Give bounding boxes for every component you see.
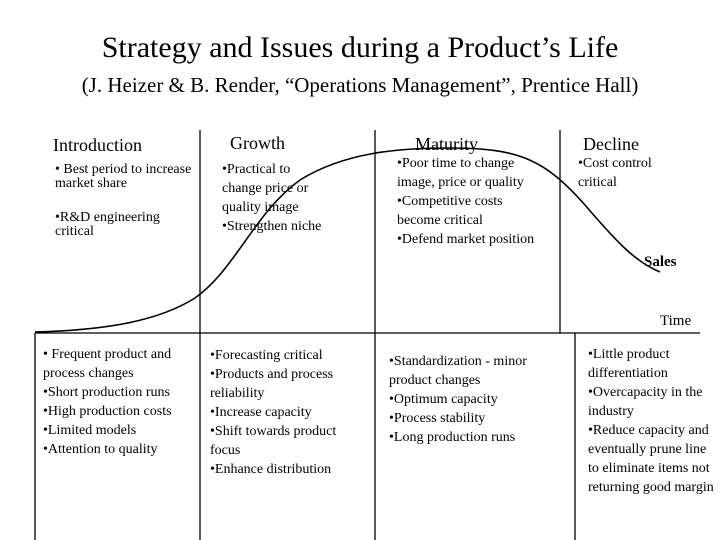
growth-upper-point: •Practical to change price or quality image — [222, 162, 309, 215]
growth-lower-point: •Forecasting critical — [210, 348, 323, 363]
introduction-lower-point: •Short production runs — [43, 385, 171, 400]
growth-lower-point: •Increase capacity — [210, 405, 312, 420]
slide-subtitle: (J. Heizer & B. Render, “Operations Management”, Prentice Hall) — [81, 73, 639, 97]
introduction-upper-point: •R&D engineering critical — [55, 210, 160, 239]
stage-heading-introduction: Introduction — [53, 135, 142, 155]
decline-lower-text — [588, 345, 715, 497]
introduction-upper-text — [55, 163, 195, 239]
decline-lower-point: •Reduce capacity and eventually prune line to eliminate items not returning good margin — [588, 423, 714, 495]
maturity-upper-point: •Poor time to change image, price or quality — [397, 156, 524, 190]
introduction-lower-point: •High production costs — [43, 404, 172, 419]
stage-heading-maturity: Maturity — [415, 134, 478, 154]
growth-upper-point: •Strengthen niche — [222, 219, 322, 234]
maturity-lower-point: •Optimum capacity — [389, 392, 498, 407]
growth-lower-point: •Enhance distribution — [210, 462, 332, 477]
growth-lower-point: •Shift towards product focus — [210, 424, 337, 458]
growth-upper-text — [222, 160, 330, 236]
decline-upper-text — [578, 154, 678, 192]
decline-lower-point: •Little product differentiation — [588, 347, 670, 381]
growth-lower-text — [210, 346, 345, 479]
slide-title: Strategy and Issues during a Product’s Life — [101, 31, 619, 64]
stage-heading-decline: Decline — [583, 134, 639, 154]
decline-lower-point: •Overcapacity in the industry — [588, 385, 703, 419]
maturity-lower-point: •Process stability — [389, 411, 486, 426]
introduction-upper-point: • Best period to increase market share — [55, 162, 192, 191]
stage-heading-growth: Growth — [230, 133, 285, 153]
maturity-upper-text — [397, 154, 547, 249]
maturity-lower-point: •Long production runs — [389, 430, 516, 445]
maturity-upper-point: •Defend market position — [397, 232, 535, 247]
growth-lower-point: •Products and process reliability — [210, 367, 334, 401]
maturity-upper-point: •Competitive costs become critical — [397, 194, 503, 228]
introduction-lower-point: • Frequent product and process changes — [43, 347, 172, 381]
introduction-lower-text — [43, 345, 193, 459]
decline-upper-point: •Cost control critical — [578, 156, 652, 190]
maturity-lower-text — [389, 352, 539, 447]
introduction-lower-point: •Attention to quality — [43, 442, 158, 457]
sales-label: Sales — [644, 254, 677, 270]
time-axis-label: Time — [660, 313, 692, 329]
introduction-lower-point: •Limited models — [43, 423, 137, 438]
maturity-lower-point: •Standardization - minor product changes — [389, 354, 527, 388]
